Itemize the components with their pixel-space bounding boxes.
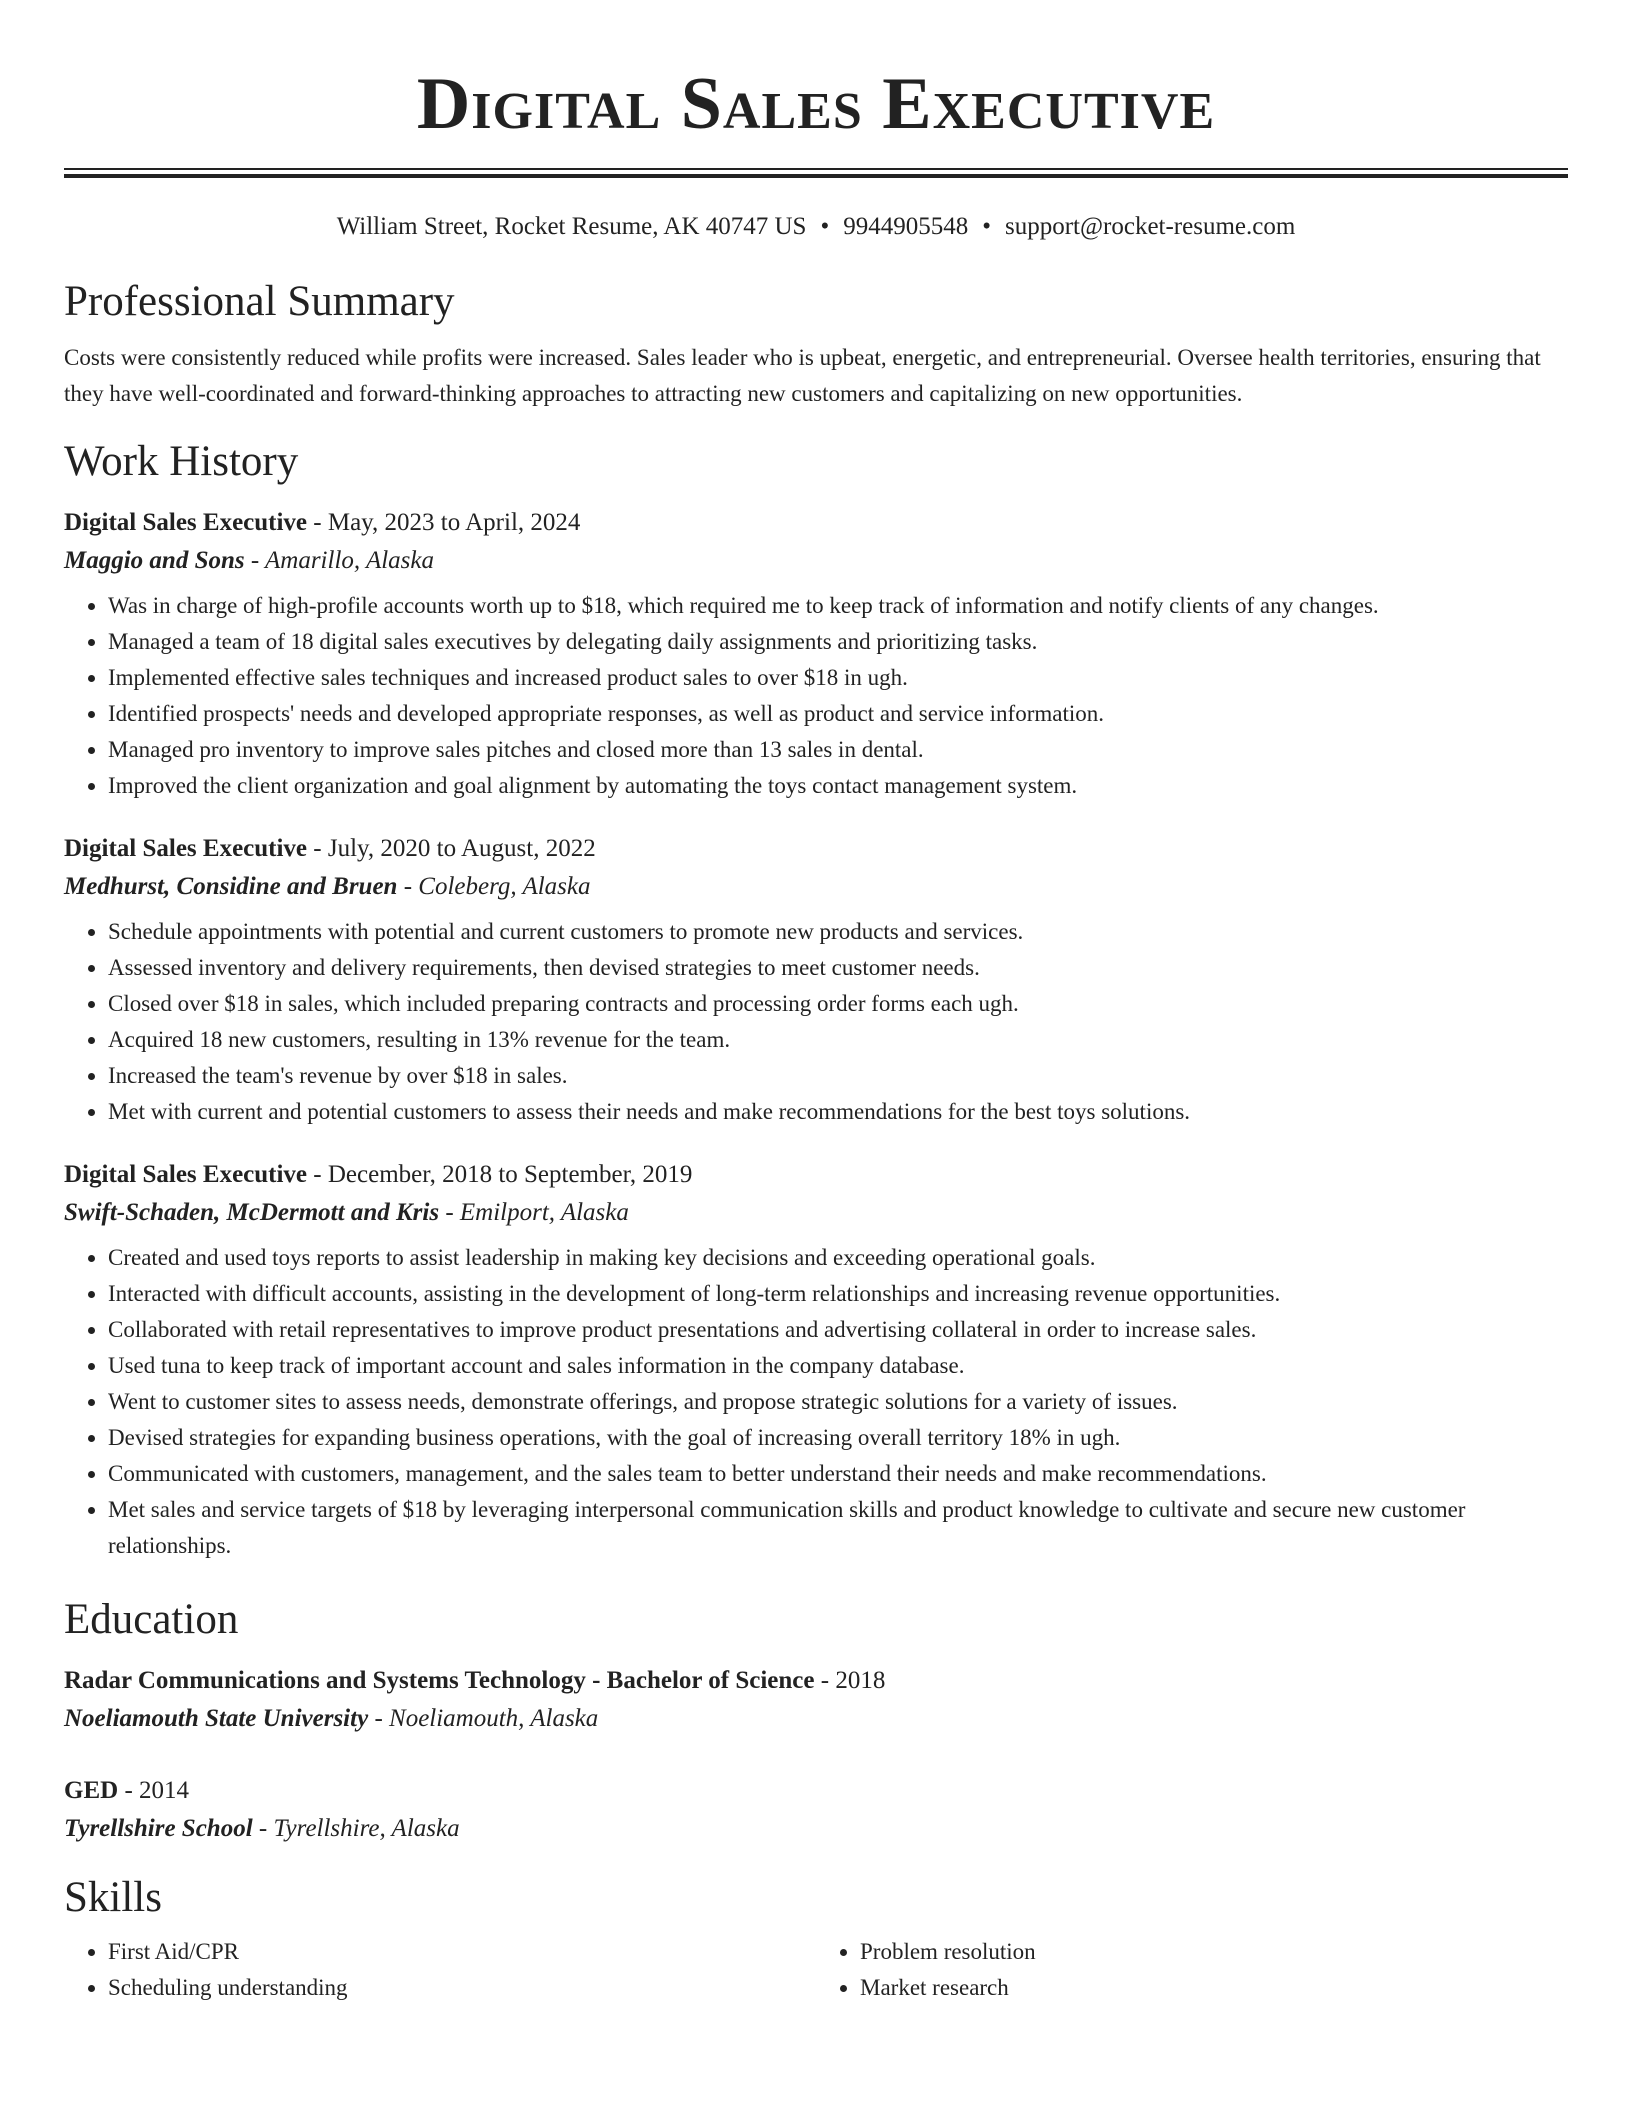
job-title: Digital Sales Executive: [64, 509, 308, 536]
education-year: - 2014: [118, 1777, 190, 1804]
job-title-line: [64, 830, 1568, 868]
contact-line: [64, 210, 1568, 244]
list-item: • Assessed inventory and delivery requirements, then devised strategies to meet customer needs.: [108, 950, 1568, 986]
education-heading: Education: [64, 1596, 239, 1643]
job-location: - Coleberg, Alaska: [397, 873, 591, 900]
contact-address: William Street, Rocket Resume, AK 40747 US: [336, 213, 807, 240]
list-item: • Improved the client organization and goal alignment by automating the toys contact management system.: [108, 768, 1568, 804]
job-company: Medhurst, Considine and Bruen: [64, 873, 398, 900]
job-company-line: [64, 542, 1568, 580]
job-company-line: [64, 1194, 1568, 1232]
job-bullets: [64, 588, 1568, 804]
list-item: • Implemented effective sales techniques and increased product sales to over $18 in ugh.: [108, 660, 1568, 696]
skill-item: • Market research: [860, 1970, 1568, 2006]
job-dates: - May, 2023 to April, 2024: [307, 509, 581, 536]
list-item: • Used tuna to keep track of important account and sales information in the company database.: [108, 1348, 1568, 1384]
list-item: • Created and used toys reports to assist leadership in making key decisions and exceeding operational goals.: [108, 1240, 1568, 1276]
contact-phone: 9944905548: [843, 213, 969, 240]
job-company: Maggio and Sons: [64, 547, 245, 574]
list-item: • Closed over $18 in sales, which included preparing contracts and processing order forms each ugh.: [108, 986, 1568, 1022]
education-degree-line: [64, 1662, 1568, 1700]
job-entry: [64, 830, 1568, 1130]
resume-title: Digital Sales Executive: [416, 63, 1216, 145]
skill-item: • Scheduling understanding: [108, 1970, 816, 2006]
skills-column-left: [64, 1934, 816, 2006]
list-item: • Schedule appointments with potential and current customers to promote new products and services.: [108, 914, 1568, 950]
job-entry: [64, 1156, 1568, 1564]
job-bullets: [64, 914, 1568, 1130]
title-divider: [64, 168, 1568, 178]
education-school: Tyrellshire School: [64, 1815, 253, 1842]
job-dates: - December, 2018 to September, 2019: [307, 1161, 693, 1188]
job-bullets: [64, 1240, 1568, 1564]
contact-email: support@rocket-resume.com: [1005, 213, 1296, 240]
job-location: - Amarillo, Alaska: [244, 547, 434, 574]
summary-text: Costs were consistently reduced while profits were increased. Sales leader who is upbeat, energetic, and entrepreneurial. Oversee health territories, ensuring that they have well-coordinated and forward-thinking approaches to attracting new customers and capitalizing on new opportunities.: [64, 345, 1541, 406]
job-title: Digital Sales Executive: [64, 835, 308, 862]
education-degree: Radar Communications and Systems Technology - Bachelor of Science: [64, 1667, 815, 1694]
education-school: Noeliamouth State University: [64, 1705, 369, 1732]
list-item: • Met with current and potential customers to assess their needs and make recommendations for the best toys solutions.: [108, 1094, 1568, 1130]
job-title: Digital Sales Executive: [64, 1161, 308, 1188]
list-item: • Increased the team's revenue by over $18 in sales.: [108, 1058, 1568, 1094]
education-degree: GED: [64, 1777, 119, 1804]
job-title-line: [64, 504, 1568, 542]
education-entry: [64, 1662, 1568, 1738]
skill-item: • First Aid/CPR: [108, 1934, 816, 1970]
education-year: - 2018: [814, 1667, 886, 1694]
list-item: • Managed a team of 18 digital sales executives by delegating daily assignments and prioritizing tasks.: [108, 624, 1568, 660]
summary-heading: Professional Summary: [64, 278, 455, 325]
education-school-line: [64, 1700, 1568, 1738]
job-dates: - July, 2020 to August, 2022: [307, 835, 596, 862]
contact-separator: •: [820, 213, 830, 240]
skill-item: • Problem resolution: [860, 1934, 1568, 1970]
work-history-heading: Work History: [64, 438, 299, 485]
list-item: • Identified prospects' needs and developed appropriate responses, as well as product and service information.: [108, 696, 1568, 732]
job-location: - Emilport, Alaska: [439, 1199, 629, 1226]
list-item: • Went to customer sites to assess needs, demonstrate offerings, and propose strategic solutions for a variety of issues.: [108, 1384, 1568, 1420]
list-item: • Was in charge of high-profile accounts worth up to $18, which required me to keep track of information and notify clients of any changes.: [108, 588, 1568, 624]
list-item: • Managed pro inventory to improve sales pitches and closed more than 13 sales in dental.: [108, 732, 1568, 768]
skills-heading: Skills: [64, 1874, 162, 1921]
job-entry: [64, 504, 1568, 804]
list-item: • Met sales and service targets of $18 by leveraging interpersonal communication skills and product knowledge to cultivate and secure new customer relationships.: [108, 1492, 1568, 1564]
education-school-line: [64, 1810, 1568, 1848]
education-degree-line: [64, 1772, 1568, 1810]
list-item: • Collaborated with retail representatives to improve product presentations and advertising collateral in order to increase sales.: [108, 1312, 1568, 1348]
job-company: Swift-Schaden, McDermott and Kris: [64, 1199, 440, 1226]
contact-separator: •: [982, 213, 991, 240]
job-title-line: [64, 1156, 1568, 1194]
list-item: • Interacted with difficult accounts, assisting in the development of long-term relationships and increasing revenue opportunities.: [108, 1276, 1568, 1312]
list-item: • Communicated with customers, management, and the sales team to better understand their needs and make recommendations.: [108, 1456, 1568, 1492]
skills-column-right: [816, 1934, 1568, 2006]
list-item: • Devised strategies for expanding business operations, with the goal of increasing overall territory 18% in ugh.: [108, 1420, 1568, 1456]
skills-list: [64, 1934, 1568, 2006]
list-item: • Acquired 18 new customers, resulting in 13% revenue for the team.: [108, 1022, 1568, 1058]
job-company-line: [64, 868, 1568, 906]
education-entry: [64, 1772, 1568, 1848]
education-location: - Tyrellshire, Alaska: [252, 1815, 460, 1842]
education-location: - Noeliamouth, Alaska: [368, 1705, 599, 1732]
